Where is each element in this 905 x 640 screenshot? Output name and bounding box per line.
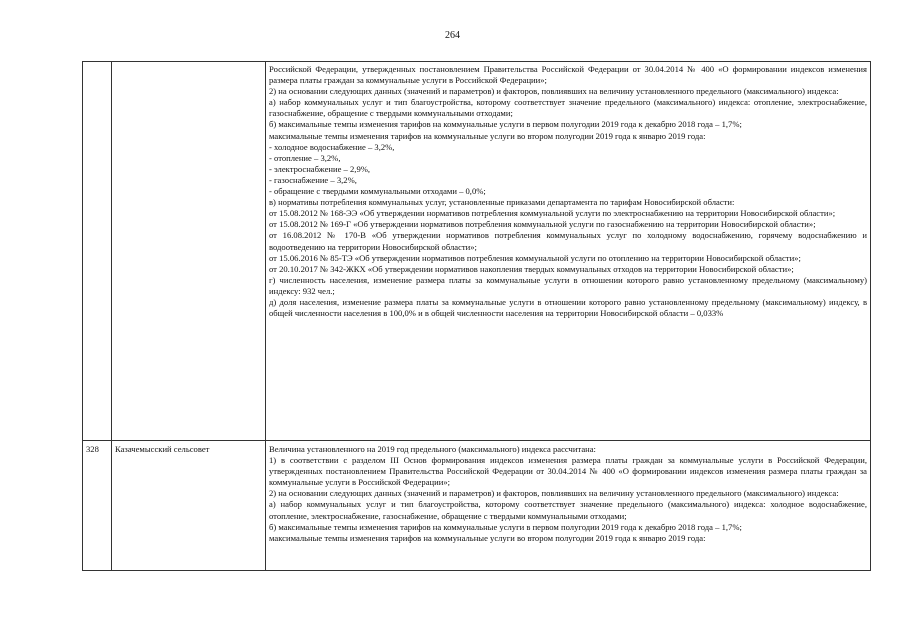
paragraph: - обращение с твердыми коммунальными отходами – 0,0%; bbox=[269, 186, 486, 197]
row-number: 328 bbox=[83, 441, 112, 571]
table-row bbox=[83, 62, 871, 441]
municipality-name: Казачемысский сельсовет bbox=[112, 441, 266, 571]
paragraph: Величина установленного на 2019 год предельного (максимального) индекса рассчитана: bbox=[269, 444, 596, 454]
paragraph: от 16.08.2012 № 170-В «Об утверждении нормативов потребления коммунальных услуг по холодному водоснабжению, горячему водоснабжению и водоотведению на территории Новосибирской области»; bbox=[269, 230, 867, 252]
paragraph: 1) в соответствии с разделом III Основ формирования индексов изменения размера платы граждан за коммунальные услуги в Российской Федерации, утвержденных постановлением Правительства Российской Федерации от 30.04.2014 № 400 «О формировании индексов изменения размера платы граждан за коммунальные услуги в Российской Федерации»; bbox=[269, 455, 867, 488]
paragraph: от 15.06.2016 № 85-ТЭ «Об утверждении нормативов потребления коммунальной услуги по отоплению на территории Новосибирской области»; bbox=[269, 252, 801, 263]
paragraph: а) набор коммунальных услуг и тип благоустройства, которому соответствует значение предельного (максимального) индекса: отопление, электроснабжение, газоснабжение, обращение с твердыми коммунальными отходами; bbox=[269, 97, 867, 119]
municipality-name bbox=[112, 62, 266, 441]
row-description bbox=[266, 441, 871, 571]
paragraph: - холодное водоснабжение – 3,2%, bbox=[269, 141, 395, 152]
paragraph: - отопление – 3,2%, bbox=[269, 152, 341, 163]
paragraph: максимальные темпы изменения тарифов на коммунальные услуги во втором полугодии 2019 года к январю 2019 года: bbox=[269, 532, 706, 543]
index-table bbox=[82, 61, 871, 571]
paragraph: от 15.08.2012 № 168-ЭЭ «Об утверждении нормативов потребления коммунальной услуги по электроснабжению на территории Новосибирской области»; bbox=[269, 208, 836, 219]
paragraph: от 20.10.2017 № 342-ЖКХ «Об утверждении нормативов накопления твердых коммунальных отходов на территории Новосибирской области»; bbox=[269, 263, 794, 274]
paragraph: максимальные темпы изменения тарифов на коммунальные услуги во втором полугодии 2019 года к январю 2019 года: bbox=[269, 130, 706, 141]
paragraph: а) набор коммунальных услуг и тип благоустройства, которому соответствует значение предельного (максимального) индекса: холодное водоснабжение, отопление, электроснабжение, газоснабжение, обращение с твердыми коммунальными отходами; bbox=[269, 499, 867, 521]
paragraph: 2) на основании следующих данных (значений и параметров) и факторов, повлиявших на величину установленного предельного (максимального) индекса: bbox=[269, 86, 839, 97]
paragraph: г) численность населения, изменение размера платы за коммунальные услуги в отношении которого равно установленному предельному (максимальному) индексу: 932 чел.; bbox=[269, 274, 867, 296]
row-number bbox=[83, 62, 112, 441]
paragraph: - электроснабжение – 2,9%, bbox=[269, 163, 371, 174]
paragraph: б) максимальные темпы изменения тарифов на коммунальные услуги в первом полугодии 2019 года к декабрю 2018 года – 1,7%; bbox=[269, 521, 742, 532]
page-number: 264 bbox=[445, 30, 460, 41]
paragraph: Российской Федерации, утвержденных постановлением Правительства Российской Федерации от 30.04.2014 № 400 «О формировании индексов изменения размера платы граждан за коммунальные услуги в Российской Федерации»; bbox=[269, 64, 867, 86]
paragraph: 2) на основании следующих данных (значений и параметров) и факторов, повлиявших на величину установленного предельного (максимального) индекса: bbox=[269, 488, 839, 499]
paragraph: б) максимальные темпы изменения тарифов на коммунальные услуги в первом полугодии 2019 года к декабрю 2018 года – 1,7%; bbox=[269, 119, 742, 130]
table-row bbox=[83, 441, 871, 571]
paragraph: от 15.08.2012 № 169-Г «Об утверждении нормативов потребления коммунальной услуги по газоснабжению на территории Новосибирской области»; bbox=[269, 219, 816, 230]
paragraph: д) доля населения, изменение размера платы за коммунальные услуги в отношении которого равно установленному предельному (максимальному) индексу, в общей численности населения в 100,0% и в общей численности населения на территории Новосибирской области – 0,033% bbox=[269, 296, 867, 319]
paragraph: в) нормативы потребления коммунальных услуг, установленные приказами департамента по тарифам Новосибирской области: bbox=[269, 197, 735, 208]
row-description bbox=[266, 62, 871, 441]
paragraph: - газоснабжение – 3,2%, bbox=[269, 174, 357, 185]
